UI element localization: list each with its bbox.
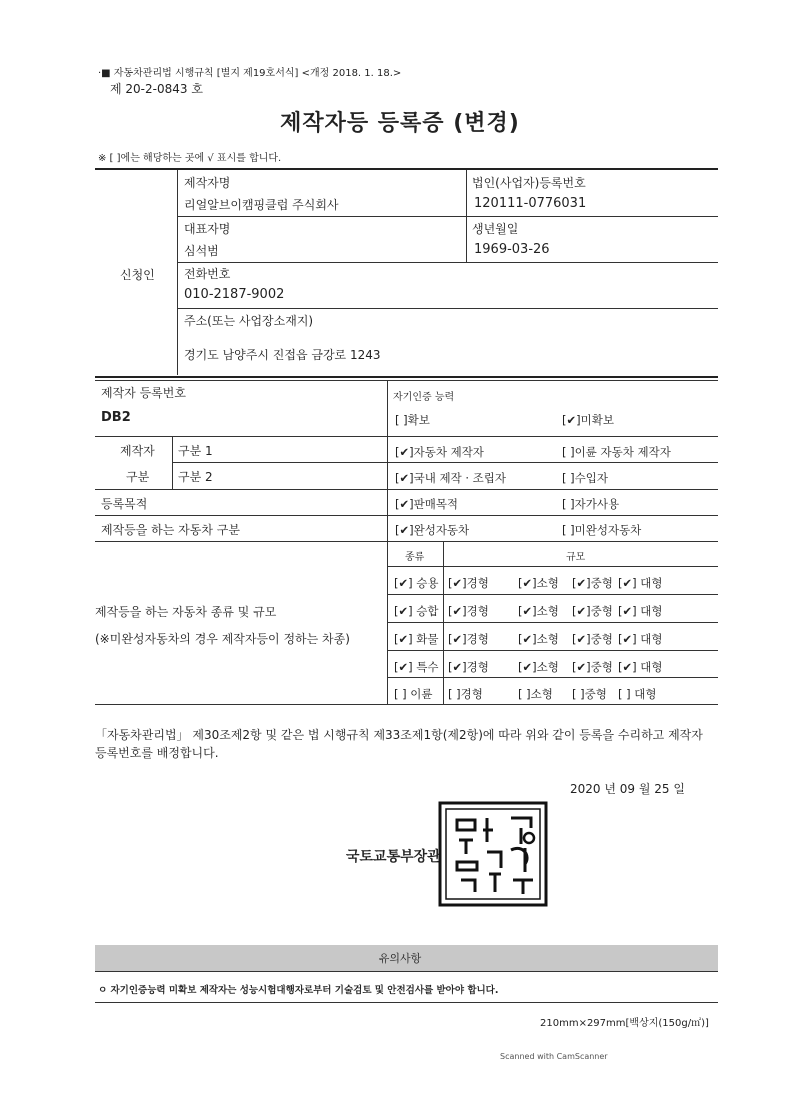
vehicle-kind-checkbox[interactable]: [✔] 승합 <box>394 604 439 618</box>
vehicle-scale-checkbox[interactable]: [✔]중형 <box>572 576 613 590</box>
vehicle-scale-checkbox[interactable]: [✔]소형 <box>518 576 559 590</box>
divider <box>95 541 718 542</box>
divider <box>172 437 173 489</box>
official-seal-stamp <box>437 800 549 908</box>
divider <box>95 380 718 381</box>
private-use-checkbox[interactable]: [ ]자가사용 <box>562 497 620 511</box>
divider <box>95 971 718 972</box>
address-label: 주소(또는 사업장소재지) <box>184 314 314 328</box>
vehicle-scale-checkbox[interactable]: [✔]경형 <box>448 604 489 618</box>
importer-checkbox[interactable]: [ ]수입자 <box>562 471 608 485</box>
type-scale-sublabel: (※미완성자동차의 경우 제작자등이 정하는 차종) <box>95 632 350 646</box>
vehicle-scale-checkbox[interactable]: [✔] 대형 <box>618 632 663 646</box>
kind-header: 종류 <box>405 552 425 563</box>
class-label: 구분 <box>126 470 150 484</box>
phone-label: 전화번호 <box>184 267 231 281</box>
cert-not-secured-checkbox[interactable]: [✔]미확보 <box>562 413 614 427</box>
divider <box>172 462 718 463</box>
domestic-assembler-checkbox[interactable]: [✔]국내 제작 · 조립자 <box>395 471 506 485</box>
divider <box>387 622 718 623</box>
vehicle-scale-checkbox[interactable]: [✔]소형 <box>518 632 559 646</box>
vehicle-scale-checkbox[interactable]: [✔]경형 <box>448 632 489 646</box>
vehicle-scale-checkbox[interactable]: [✔]경형 <box>448 576 489 590</box>
corp-reg-label: 법인(사업자)등록번호 <box>472 176 586 190</box>
type-scale-label: 제작등을 하는 자동차 종류 및 규모 <box>95 605 277 619</box>
vehicle-scale-checkbox[interactable]: [✔]소형 <box>518 604 559 618</box>
vehicle-class-label: 제작등을 하는 자동차 구분 <box>101 523 240 537</box>
vehicle-kind-checkbox[interactable]: [✔] 화물 <box>394 632 439 646</box>
statement-line2: 등록번호를 배정합니다. <box>95 746 219 760</box>
divider <box>95 704 718 705</box>
class2-label: 구분 2 <box>178 470 213 484</box>
scanner-watermark: Scanned with CamScanner <box>500 1052 608 1061</box>
reg-no-value: DB2 <box>101 410 131 425</box>
maker-name-value: 리얼알브이캠핑클럽 주식회사 <box>184 198 339 212</box>
vehicle-scale-checkbox[interactable]: [✔]중형 <box>572 660 613 674</box>
divider <box>177 262 718 263</box>
divider <box>177 170 178 375</box>
vehicle-scale-checkbox[interactable]: [✔]소형 <box>518 660 559 674</box>
notes-header: 유의사항 <box>378 952 422 965</box>
motorcycle-maker-checkbox[interactable]: [ ]이륜 자동차 제작자 <box>562 445 671 459</box>
divider <box>177 308 718 309</box>
page-title: 제작자등 등록증 (변경) <box>280 111 520 136</box>
phone-value: 010-2187-9002 <box>184 287 285 302</box>
divider <box>387 566 718 567</box>
vehicle-scale-checkbox[interactable]: [ ]경형 <box>448 687 483 701</box>
vehicle-scale-checkbox[interactable]: [✔] 대형 <box>618 660 663 674</box>
vehicle-scale-checkbox[interactable]: [ ]소형 <box>518 687 553 701</box>
divider <box>95 489 718 490</box>
vehicle-scale-checkbox[interactable]: [✔]중형 <box>572 632 613 646</box>
applicant-label: 신청인 <box>120 268 155 282</box>
vehicle-scale-checkbox[interactable]: [ ] 대형 <box>618 687 657 701</box>
vehicle-scale-checkbox[interactable]: [✔] 대형 <box>618 604 663 618</box>
form-reference: ·■ 자동차관리법 시행규칙 [별지 제19호서식] <개정 2018. 1. 18.> <box>98 68 402 79</box>
incomplete-vehicle-checkbox[interactable]: [ ]미완성자동차 <box>562 523 642 537</box>
divider <box>95 515 718 516</box>
vehicle-kind-checkbox[interactable]: [ ] 이륜 <box>394 687 433 701</box>
class1-label: 구분 1 <box>178 444 213 458</box>
auto-maker-checkbox[interactable]: [✔]자동차 제작자 <box>395 445 484 459</box>
statement-line1: 「자동차관리법」 제30조제2항 및 같은 법 시행규칙 제33조제1항(제2항)에 따라 위와 같이 등록을 수리하고 제작자 <box>95 728 703 742</box>
divider <box>387 650 718 651</box>
purpose-label: 등록목적 <box>101 497 148 511</box>
address-value: 경기도 남양주시 진접읍 금강로 1243 <box>184 348 381 362</box>
divider <box>95 168 718 170</box>
birth-value: 1969-03-26 <box>474 242 550 257</box>
corp-reg-value: 120111-0776031 <box>474 196 587 211</box>
rep-name-value: 심석범 <box>184 244 219 258</box>
birth-label: 생년월일 <box>472 222 519 236</box>
rep-name-label: 대표자명 <box>184 222 231 236</box>
vehicle-scale-checkbox[interactable]: [✔] 대형 <box>618 576 663 590</box>
issuer-name: 국토교통부장관 <box>346 849 441 865</box>
maker-name-label: 제작자명 <box>184 176 231 190</box>
divider <box>95 436 718 437</box>
divider <box>177 216 718 217</box>
notes-text: ㅇ 자기인증능력 미확보 제작자는 성능시험대행자로부터 기술검토 및 안전검사를 받아야 합니다. <box>98 985 499 996</box>
issue-date: 2020 년 09 월 25 일 <box>570 782 685 796</box>
maker-label: 제작자 <box>120 444 155 458</box>
scale-header: 규모 <box>566 552 586 563</box>
vehicle-kind-checkbox[interactable]: [✔] 특수 <box>394 660 439 674</box>
vehicle-scale-checkbox[interactable]: [✔]경형 <box>448 660 489 674</box>
divider <box>387 381 388 704</box>
reg-no-label: 제작자 등록번호 <box>101 386 186 400</box>
divider <box>387 677 718 678</box>
paper-size: 210mm×297mm[백상지(150g/㎡)] <box>540 1018 709 1029</box>
divider <box>95 376 718 378</box>
vehicle-scale-checkbox[interactable]: [✔]중형 <box>572 604 613 618</box>
cert-secured-checkbox[interactable]: [ ]확보 <box>395 413 430 427</box>
sales-purpose-checkbox[interactable]: [✔]판매목적 <box>395 497 459 511</box>
divider <box>387 594 718 595</box>
vehicle-kind-checkbox[interactable]: [✔] 승용 <box>394 576 439 590</box>
vehicle-scale-checkbox[interactable]: [ ]중형 <box>572 687 607 701</box>
instruction-note: ※ [ ]에는 해당하는 곳에 √ 표시를 합니다. <box>98 153 282 164</box>
cert-label: 자기인증 능력 <box>393 392 455 403</box>
document-number: 제 20-2-0843 호 <box>110 82 203 96</box>
complete-vehicle-checkbox[interactable]: [✔]완성자동차 <box>395 523 470 537</box>
divider <box>95 1002 718 1003</box>
